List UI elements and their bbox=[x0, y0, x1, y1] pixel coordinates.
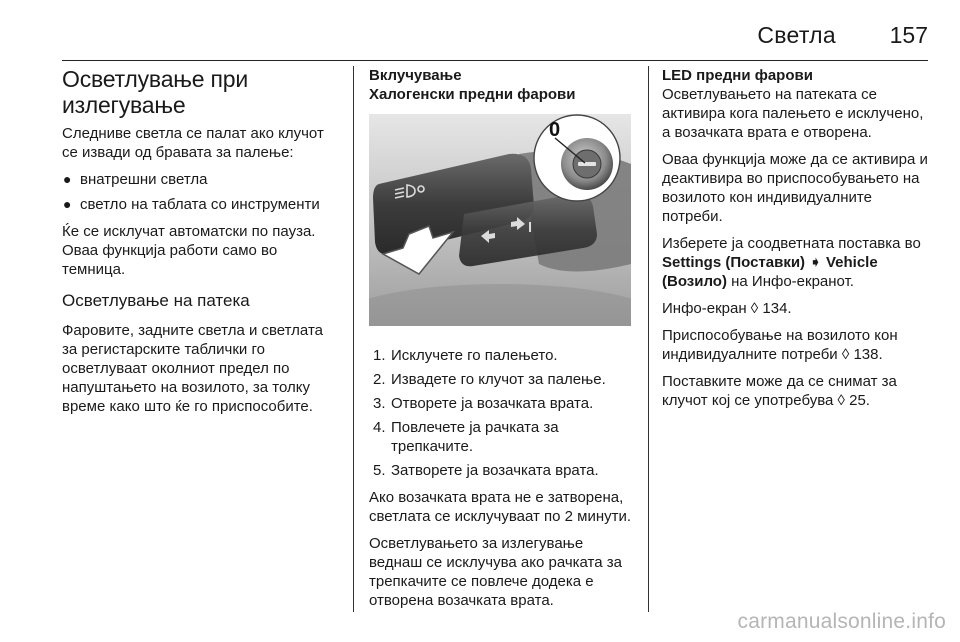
page-number: 157 bbox=[889, 22, 928, 48]
cross-reference: Инфо-екран ◊ 134. bbox=[662, 300, 792, 317]
vehicle-menu-label: Vehicle (Возило) bbox=[662, 254, 878, 290]
bullet-icon: ● bbox=[63, 171, 72, 187]
label-halogen: Халогенски предни фарови bbox=[369, 86, 576, 103]
subsection-heading: Осветлување на патека bbox=[62, 291, 250, 310]
led-heading: LED предни фарови bbox=[662, 67, 813, 84]
cross-reference: Приспособување на возилото кон индивидуалните потреби ◊ 138. bbox=[662, 327, 898, 363]
list-item: ● светло на таблата со инструменти bbox=[63, 196, 320, 213]
column-1 bbox=[62, 66, 342, 424]
paragraph: Ако возачката врата не е затворена, светлата се исклучуваат по 2 минути. bbox=[369, 489, 632, 525]
paragraph: Фаровите, задните светла и светлата за регистарските таблички го осветлуваат околниот предел по напуштањето на возилото, за толку време како што ќе го приспособите. bbox=[62, 322, 323, 415]
arrow-icon: ➧ bbox=[809, 254, 822, 271]
paragraph: Оваа функција може да се активира и деактивира во приспособувањето на возилото кон индивидуалните потреби. bbox=[662, 151, 928, 225]
reference-arrow-icon: ◊ bbox=[750, 300, 759, 317]
bullet-list bbox=[62, 170, 342, 214]
list-item: 2. Извадете го клучот за палење. bbox=[373, 371, 606, 388]
list-item: ● внатрешни светла bbox=[63, 171, 208, 188]
column-divider bbox=[353, 66, 354, 612]
page-header bbox=[62, 0, 928, 61]
list-item: 5. Затворете ја возачката врата. bbox=[373, 462, 599, 479]
list-item: 1. Исклучете го палењето. bbox=[373, 347, 558, 364]
paragraph: Следниве светла се палат ако клучот се извади од бравата за палење: bbox=[62, 125, 324, 161]
reference-arrow-icon: ◊ bbox=[841, 346, 850, 363]
reference-arrow-icon: ◊ bbox=[837, 392, 845, 409]
list-item: 4. Повлечете ја рачката за трепкачите. bbox=[373, 419, 559, 455]
watermark: carmanualsonline.info bbox=[737, 610, 946, 633]
section-heading: Осветлување при излегување bbox=[62, 66, 249, 118]
ignition-position-label: 0 bbox=[549, 119, 561, 141]
column-divider bbox=[648, 66, 649, 612]
steps-list bbox=[369, 346, 639, 480]
settings-menu-label: Settings (Поставки) bbox=[662, 254, 806, 271]
stalk-figure-svg bbox=[369, 114, 631, 326]
column-3 bbox=[662, 66, 932, 418]
paragraph: Осветлувањето за излегување веднаш се исклучува ако рачката за трепкачите се повлече додека е отворена возачката врата. bbox=[369, 535, 622, 609]
stalk-illustration bbox=[369, 114, 631, 326]
section-title: Светла bbox=[757, 22, 836, 48]
settings-path-paragraph: Изберете ја соодветната поставка во Settings (Поставки) ➧ Vehicle (Возило) на Инфо-екранот. bbox=[662, 235, 921, 290]
paragraph: Осветлувањето на патеката се активира кога палењето е исклучено, а возачката врата е отворена. bbox=[662, 86, 924, 141]
label-activation: Вклучување bbox=[369, 67, 462, 84]
paragraph: Ќе се исклучат автоматски по пауза. Оваа функција работи само во темница. bbox=[62, 223, 316, 278]
column-2 bbox=[369, 66, 639, 618]
cross-reference: Поставките може да се снимат за клучот кој се употребува ◊ 25. bbox=[662, 373, 897, 409]
list-item: 3. Отворете ја возачката врата. bbox=[373, 395, 594, 412]
bullet-icon: ● bbox=[63, 196, 72, 212]
